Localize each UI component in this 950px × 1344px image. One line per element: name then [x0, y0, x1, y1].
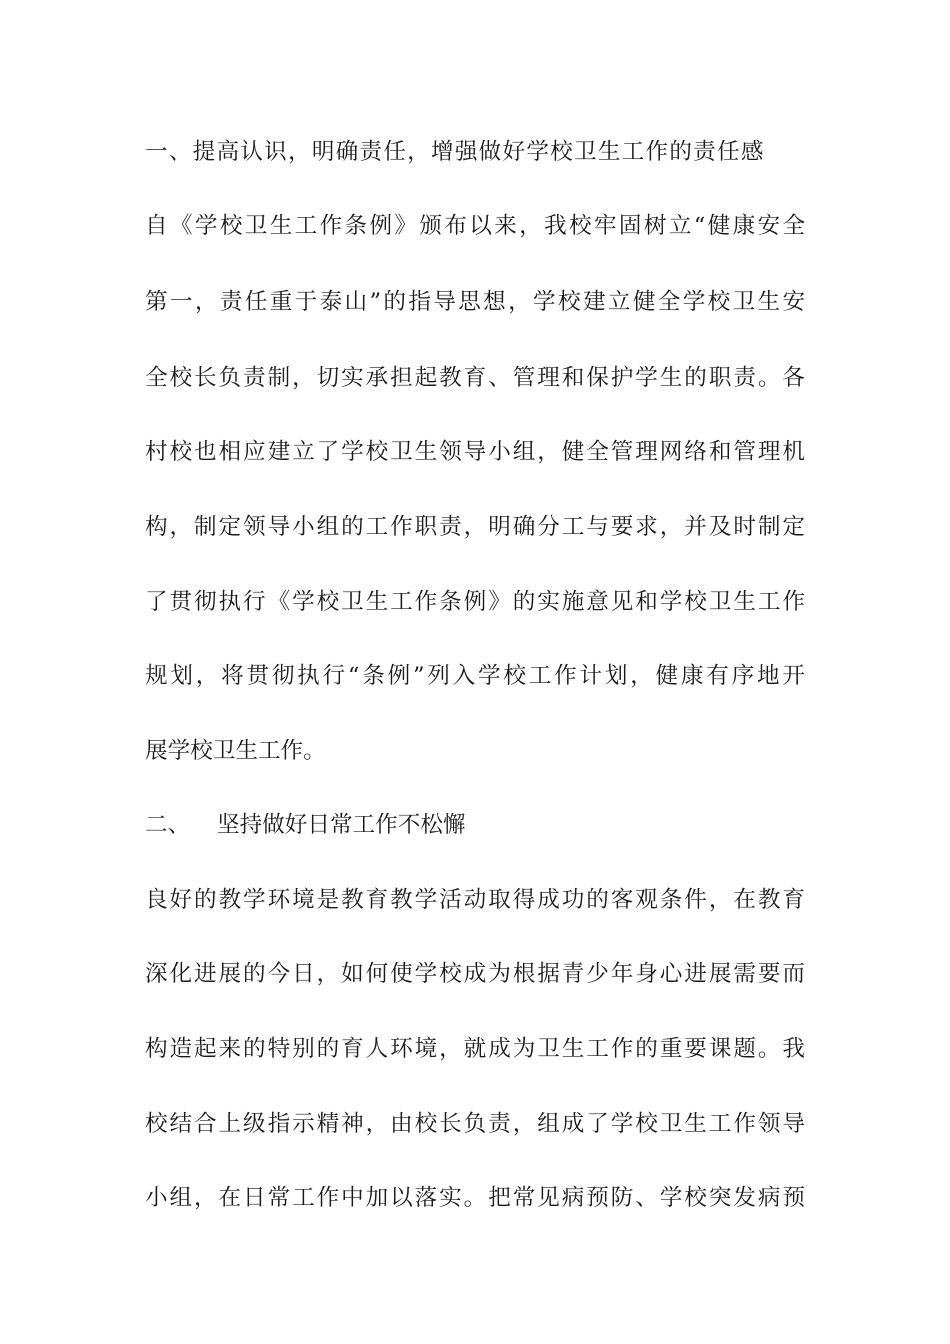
section-1-line-1: 自《学校卫生工作条例》颁布以来，我校牢固树立“健康安全 [145, 213, 808, 239]
section-2-heading-text: 坚持做好日常工作不松懈 [217, 812, 466, 838]
section-1-heading: 一、提高认识，明确责任，增强做好学校卫生工作的责任感 [145, 139, 765, 165]
section-2-line-2: 深化进展的今日，如何使学校成为根据青少年身心进展需要而 [145, 961, 807, 987]
section-2-line-1: 良好的教学环境是教育教学活动取得成功的客观条件，在教育 [145, 887, 807, 913]
section-1-line-7: 规划，将贯彻执行“条例”列入学校工作计划，健康有序地开 [145, 663, 808, 689]
section-2-line-3: 构造起来的特别的育人环境，就成为卫生工作的重要课题。我 [145, 1036, 807, 1062]
section-1-line-2: 第一，责任重于泰山”的指导思想，学校建立健全学校卫生安 [145, 289, 808, 315]
section-1-line-3: 全校长负责制，切实承担起教育、管理和保护学生的职责。各 [145, 365, 807, 391]
section-1-line-8: 展学校卫生工作。 [145, 738, 326, 764]
section-2-line-4: 校结合上级指示精神，由校长负责，组成了学校卫生工作领导 [145, 1111, 807, 1137]
section-1-line-4: 村校也相应建立了学校卫生领导小组，健全管理网络和管理机 [145, 439, 807, 465]
section-2-heading [145, 805, 466, 845]
section-2-line-5: 小组，在日常工作中加以落实。把常见病预防、学校突发病预 [145, 1185, 807, 1211]
section-1-line-5: 构，制定领导小组的工作职责，明确分工与要求，并及时制定 [145, 514, 807, 540]
section-2-heading-number: 二、 [145, 812, 191, 838]
section-1-line-6: 了贯彻执行《学校卫生工作条例》的实施意见和学校卫生工作 [145, 589, 807, 615]
